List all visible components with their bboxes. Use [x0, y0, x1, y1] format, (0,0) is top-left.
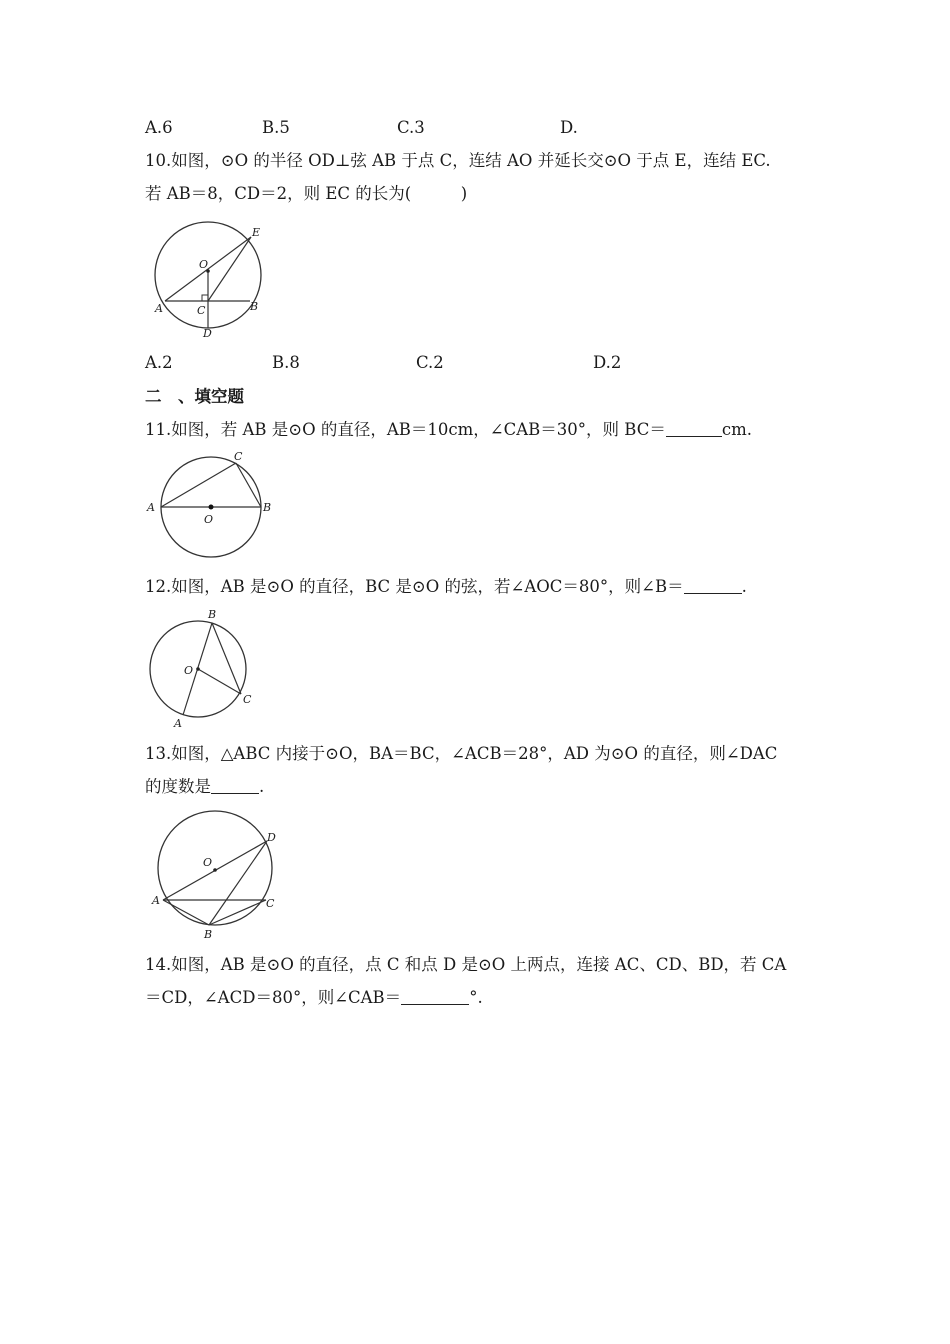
q10-right-angle-mark [202, 295, 208, 301]
q13-label-a: A [152, 894, 160, 907]
q13-chord-ab [163, 900, 209, 925]
q14-answer-blank[interactable] [401, 988, 469, 1005]
q14-text-line1: 14.如图，AB 是⊙O 的直径，点 C 和点 D 是⊙O 上两点，连接 AC、CD、BD，若 CA [145, 955, 787, 974]
q10-label-o: O [199, 258, 209, 271]
q10-label-a: A [155, 302, 163, 315]
q12-chord-bc [212, 623, 241, 694]
q13-label-b: B [204, 928, 213, 941]
q11-text [145, 419, 752, 441]
q10-label-d: D [203, 327, 212, 340]
q13-text-before: 的度数是 [145, 777, 211, 796]
q13-center-dot [213, 868, 217, 872]
section-2-title: 二 、填空题 [145, 387, 244, 406]
q13-label-c: C [266, 897, 275, 910]
q9-option-c: C.3 [397, 118, 425, 137]
q12-label-a: A [174, 717, 182, 730]
q11-text-after: cm. [721, 420, 752, 439]
q11-figure [145, 450, 280, 560]
q10-label-b: B [250, 300, 259, 313]
q9-option-a: A.6 [145, 118, 173, 137]
q13-label-o: O [203, 856, 213, 869]
q10-text-line2: 若 AB＝8，CD＝2，则 EC 的长为( ) [145, 184, 468, 203]
q13-answer-blank[interactable] [211, 777, 259, 794]
q11-label-a: A [147, 501, 155, 514]
q10-text-line1: 10.如图，⊙O 的半径 OD⊥弦 AB 于点 C，连结 AO 并延长交⊙O 于点 E，连结 EC. [145, 151, 771, 170]
q11-answer-blank[interactable] [666, 420, 722, 437]
q13-text-after: . [259, 777, 265, 796]
q13-label-d: D [267, 831, 276, 844]
q9-option-b: B.5 [262, 118, 290, 137]
q11-label-b: B [263, 501, 272, 514]
q14-text-line2 [145, 987, 483, 1009]
q12-answer-blank[interactable] [684, 577, 742, 594]
q11-label-o: O [204, 513, 214, 526]
q10-label-c: C [197, 304, 206, 317]
q12-radius-oc [198, 669, 241, 694]
q11-center-dot [209, 505, 214, 510]
q10-option-d: D.2 [593, 353, 622, 372]
q11-text-before: 11.如图，若 AB 是⊙O 的直径，AB＝10cm，∠CAB＝30°，则 BC＝ [145, 420, 666, 439]
q12-label-o: O [184, 664, 194, 677]
q11-label-c: C [234, 450, 243, 463]
q14-text-after: °. [469, 988, 483, 1007]
q10-option-c: C.2 [416, 353, 444, 372]
q10-option-a: A.2 [145, 353, 173, 372]
q13-text-line1: 13.如图，△ABC 内接于⊙O，BA＝BC，∠ACB＝28°，AD 为⊙O 的直径，则∠DAC [145, 744, 778, 763]
q10-line-ec [208, 237, 251, 301]
q10-figure [145, 225, 275, 340]
q10-option-b: B.8 [272, 353, 300, 372]
q9-option-d: D. [560, 118, 578, 137]
q12-text [145, 576, 747, 598]
q11-line-ac [161, 463, 236, 507]
q13-circle [158, 811, 272, 925]
q13-text-line2 [145, 776, 264, 798]
q12-text-before: 12.如图，AB 是⊙O 的直径，BC 是⊙O 的弦，若∠AOC＝80°，则∠B＝ [145, 577, 684, 596]
q13-figure [145, 810, 285, 945]
q12-center-dot [196, 667, 200, 671]
q12-label-c: C [243, 693, 252, 706]
q11-line-cb [236, 463, 261, 507]
q10-label-e: E [252, 226, 261, 239]
q12-text-after: . [741, 577, 747, 596]
q12-label-b: B [208, 608, 217, 621]
q12-figure [145, 605, 260, 730]
q14-text-before: ＝CD，∠ACD＝80°，则∠CAB＝ [145, 988, 402, 1007]
